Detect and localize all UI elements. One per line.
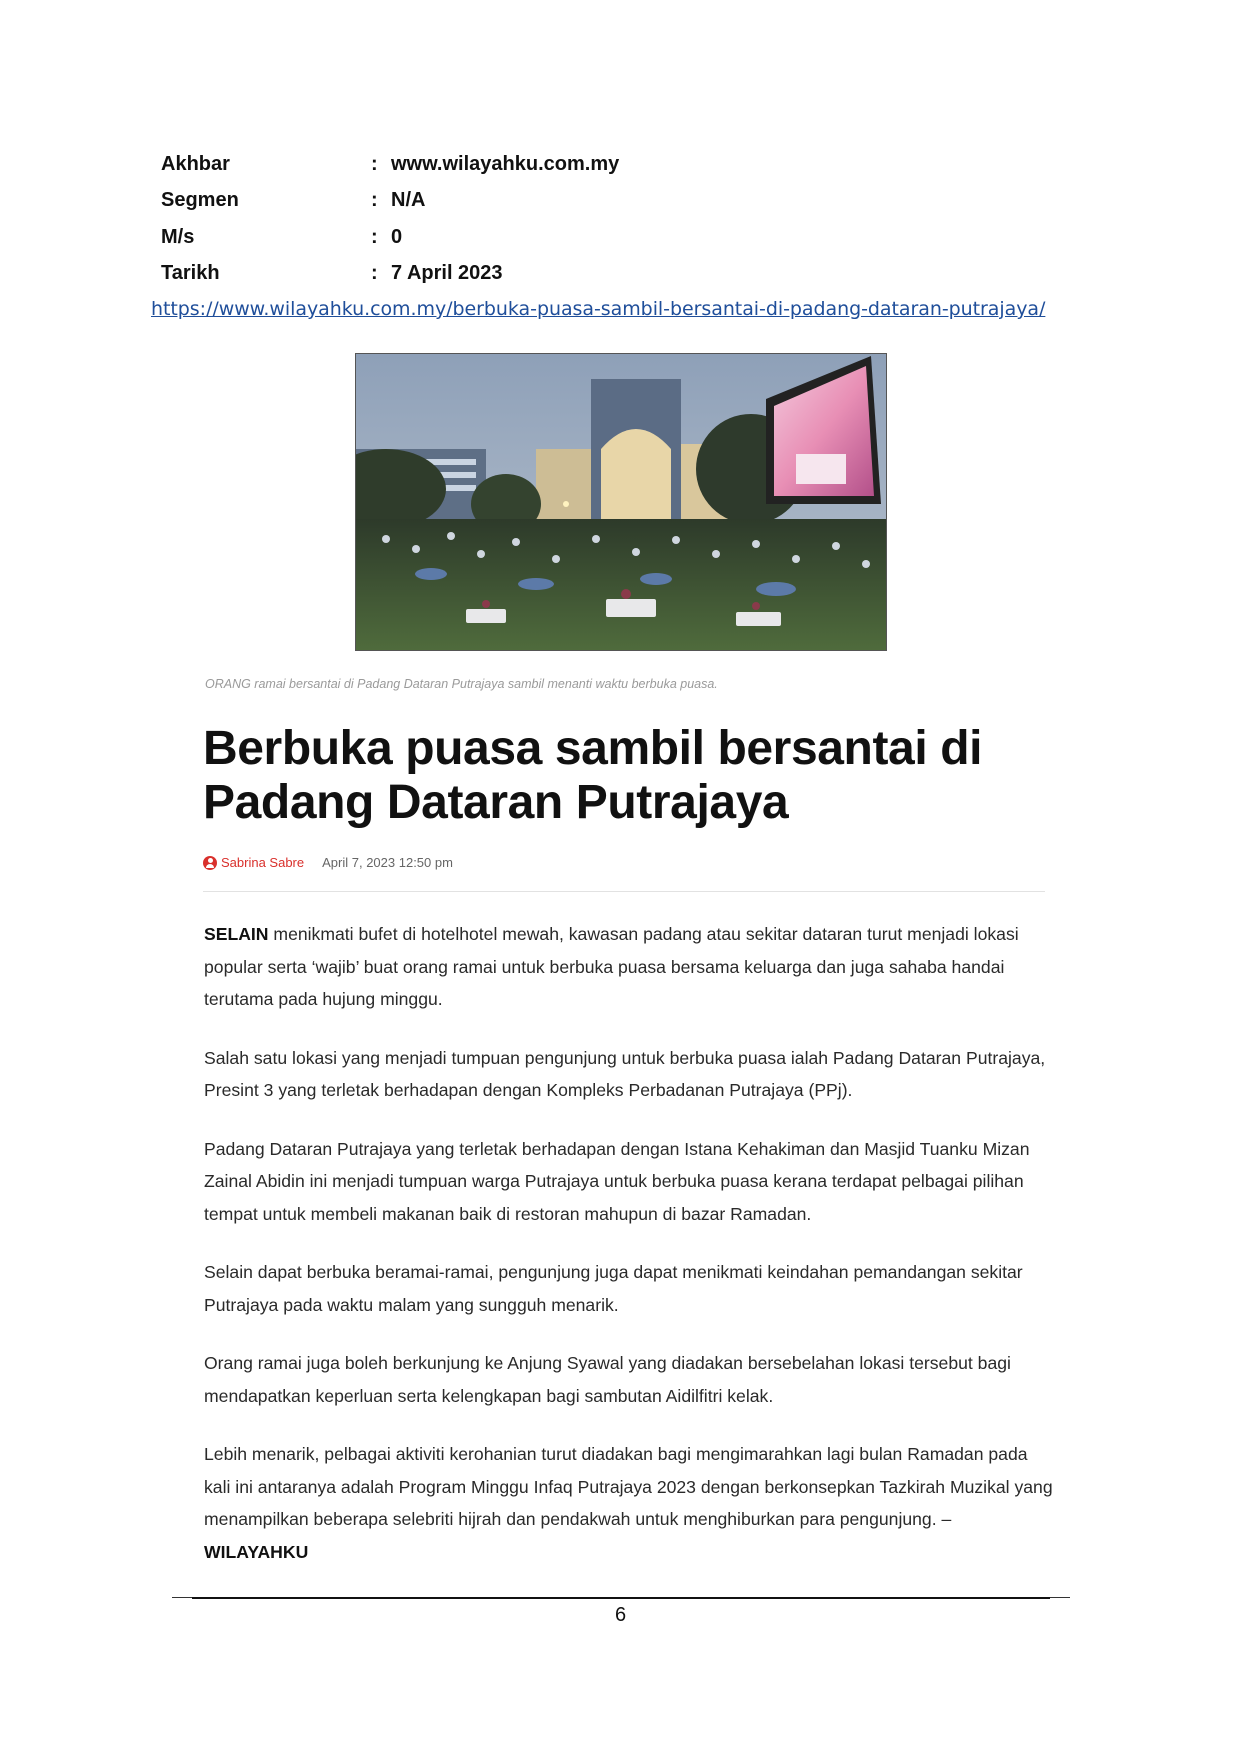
paragraph-2: Salah satu lokasi yang menjadi tumpuan pengunjung untuk berbuka puasa ialah Padang Dataran Putrajaya, Presint 3 yang terletak berhadapan dengan Kompleks Perbadanan Putrajaya (PPj). bbox=[204, 1047, 1046, 1100]
author-link[interactable]: Sabrina Sabre bbox=[221, 855, 305, 870]
divider bbox=[203, 891, 1045, 892]
meta-value: 7 April 2023 bbox=[391, 262, 503, 285]
meta-label: Segmen bbox=[161, 189, 239, 212]
user-icon bbox=[203, 856, 217, 870]
lead-word: SELAIN bbox=[204, 924, 269, 944]
photo-caption: ORANG ramai bersantai di Padang Dataran Putrajaya sambil menanti waktu berbuka puasa. bbox=[205, 677, 718, 691]
byline bbox=[203, 855, 453, 870]
meta-colon: : bbox=[371, 225, 378, 248]
paragraph-6 bbox=[204, 1438, 1054, 1568]
meta-row-tarikh bbox=[161, 256, 721, 293]
meta-row-ms bbox=[161, 219, 721, 256]
article-photo bbox=[355, 353, 887, 651]
article-headline: Berbuka puasa sambil bersantai di Padang Dataran Putrajaya bbox=[203, 722, 983, 829]
meta-colon: : bbox=[371, 189, 378, 212]
paragraph-3: Padang Dataran Putrajaya yang terletak berhadapan dengan Istana Kehakiman dan Masjid Tuanku Mizan Zainal Abidin ini menjadi tumpuan warga Putrajaya untuk berbuka puasa kerana terdapat pelbagai pilihan tempat untuk membeli makanan baik di restoran mahupun di bazar Ramadan. bbox=[204, 1138, 1030, 1224]
meta-colon: : bbox=[371, 262, 378, 285]
article-body bbox=[204, 918, 1054, 1594]
meta-value: 0 bbox=[391, 225, 403, 248]
source-url-link[interactable]: https://www.wilayahku.com.my/berbuka-puasa-sambil-bersantai-di-padang-dataran-putrajaya/ bbox=[151, 298, 1046, 320]
page-number: 6 bbox=[614, 1604, 627, 1626]
paragraph-text: Lebih menarik, pelbagai aktiviti kerohanian turut diadakan bagi mengimarahkan lagi bulan Ramadan pada kali ini antaranya adalah Program Minggu Infaq Putrajaya 2023 dengan berkonsepkan Tazkirah Muzikal yang menampilkan beberapa selebriti hijrah dan pendakwah untuk menghiburkan para pengunjung. – bbox=[204, 1444, 1053, 1529]
meta-row-akhbar bbox=[161, 146, 721, 183]
publish-timestamp: April 7, 2023 12:50 pm bbox=[322, 855, 453, 870]
meta-label: M/s bbox=[161, 225, 195, 248]
meta-value: N/A bbox=[391, 189, 426, 212]
meta-label: Tarikh bbox=[161, 262, 220, 285]
sign-off: WILAYAHKU bbox=[204, 1541, 309, 1562]
meta-value: www.wilayahku.com.my bbox=[391, 152, 620, 175]
meta-colon: : bbox=[371, 152, 378, 175]
paragraph-1 bbox=[204, 918, 1054, 1016]
paragraph-text: menikmati bufet di hotelhotel mewah, kawasan padang atau sekitar dataran turut menjadi lokasi popular serta ‘wajib’ buat orang ramai untuk berbuka puasa bersama keluarga dan juga sahaba handai terutama pada hujung minggu. bbox=[204, 924, 1019, 1009]
meta-row-segmen bbox=[161, 183, 721, 220]
footer-rule bbox=[172, 1597, 1070, 1598]
paragraph-4: Selain dapat berbuka beramai-ramai, pengunjung juga dapat menikmati keindahan pemandangan sekitar Putrajaya pada waktu malam yang sungguh menarik. bbox=[204, 1262, 1023, 1315]
paragraph-5: Orang ramai juga boleh berkunjung ke Anjung Syawal yang diadakan bersebelahan lokasi tersebut bagi mendapatkan keperluan serta kelengkapan bagi sambutan Aidilfitri kelak. bbox=[204, 1353, 1011, 1406]
clipping-meta-table bbox=[161, 146, 721, 292]
meta-label: Akhbar bbox=[161, 152, 230, 175]
